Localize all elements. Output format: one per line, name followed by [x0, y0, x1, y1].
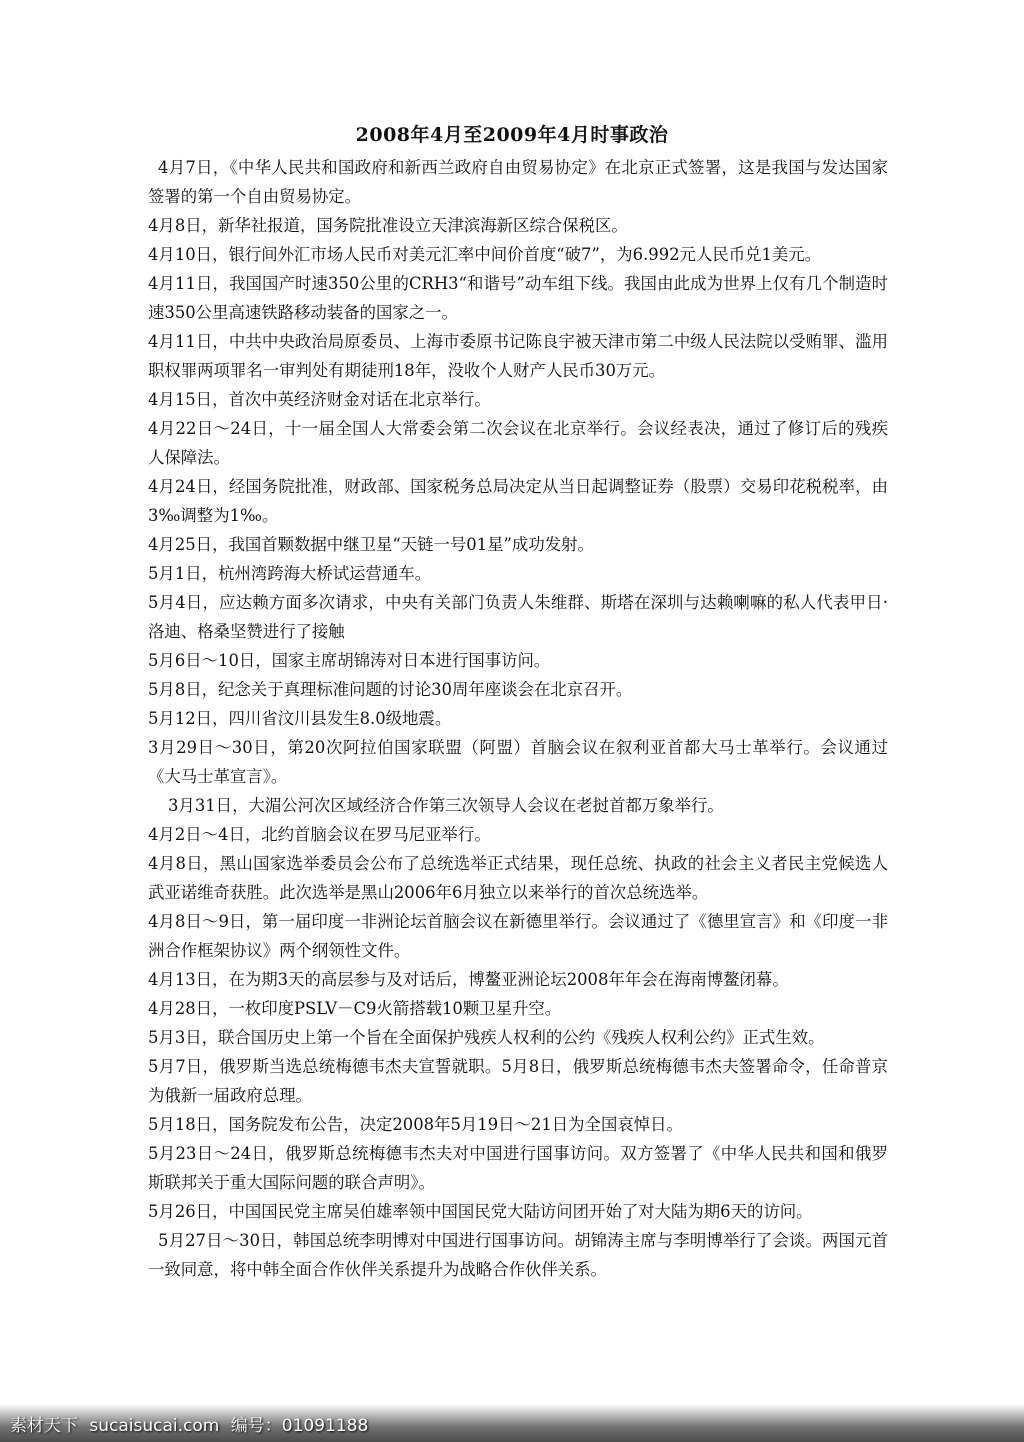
- news-entry: 5月18日，国务院发布公告，决定2008年5月19日～21日为全国哀悼日。: [148, 1115, 683, 1134]
- news-entry: 5月23日～24日，俄罗斯总统梅德韦杰夫对中国进行国事访问。双方签署了《中华人民共和国和俄罗斯联邦关于重大国际问题的联合声明》。: [148, 1144, 888, 1192]
- news-entry: 4月25日，我国首颗数据中继卫星“天链一号01星”成功发射。: [148, 535, 594, 554]
- page-title: 2008年4月至2009年4月时事政治: [355, 124, 669, 146]
- news-entry: 5月1日，杭州湾跨海大桥试运营通车。: [148, 564, 432, 583]
- news-entry: 5月4日，应达赖方面多次请求，中央有关部门负责人朱维群、斯塔在深圳与达赖喇嘛的私人代表甲日·洛迪、格桑坚赞进行了接触: [148, 593, 888, 641]
- news-entry: 4月7日，《中华人民共和国政府和新西兰政府自由贸易协定》在北京正式签署，这是我国与发达国家签署的第一个自由贸易协定。: [148, 158, 888, 206]
- news-entry: 4月28日，一枚印度PSLV－C9火箭搭载10颗卫星升空。: [148, 999, 562, 1018]
- news-entry: 4月22日～24日，十一届全国人大常委会第二次会议在北京举行。会议经表决，通过了修订后的残疾人保障法。: [148, 419, 888, 467]
- watermark-site-url: sucaisucai.com: [89, 1416, 220, 1436]
- news-entry: 5月12日，四川省汶川县发生8.0级地震。: [148, 709, 452, 728]
- news-entry: 4月8日，黑山国家选举委员会公布了总统选举正式结果，现任总统、执政的社会主义者民主党候选人武亚诺维奇获胜。此次选举是黑山2006年6月独立以来举行的首次总统选举。: [148, 854, 888, 902]
- news-entry: 5月3日，联合国历史上第一个旨在全面保护残疾人权利的公约《残疾人权利公约》正式生效。: [148, 1028, 825, 1047]
- news-entry: 4月10日，银行间外汇市场人民币对美元汇率中间价首度“破7”，为6.992元人民币兑1美元。: [148, 245, 822, 264]
- news-entry: 4月11日，中共中央政治局原委员、上海市委原书记陈良宇被天津市第二中级人民法院以受贿罪、滥用职权罪两项罪名一审判处有期徒刑18年，没收个人财产人民币30万元。: [148, 332, 888, 380]
- news-entry: 3月31日，大湄公河次区域经济合作第三次领导人会议在老挝首都万象举行。: [168, 796, 724, 815]
- document-body: [148, 153, 888, 1284]
- news-entry: 4月2日～4日，北约首脑会议在罗马尼亚举行。: [148, 825, 491, 844]
- watermark-site-name: 素材天下: [10, 1416, 78, 1436]
- watermark-id-value: 01091188: [281, 1416, 369, 1436]
- news-entry: 3月29日～30日，第20次阿拉伯国家联盟（阿盟）首脑会议在叙利亚首都大马士革举行。会议通过《大马士革宣言》。: [148, 738, 888, 786]
- news-entry: 4月8日～9日，第一届印度一非洲论坛首脑会议在新德里举行。会议通过了《德里宣言》和《印度一非洲合作框架协议》两个纲领性文件。: [148, 912, 888, 960]
- news-entry: 4月24日，经国务院批准，财政部、国家税务总局决定从当日起调整证券（股票）交易印花税税率，由3‰调整为1‰。: [148, 477, 888, 525]
- watermark-text: [10, 1411, 374, 1436]
- watermark-id-label: 编号：: [230, 1416, 282, 1436]
- news-entry: 5月27日～30日，韩国总统李明博对中国进行国事访问。胡锦涛主席与李明博举行了会谈。两国元首一致同意，将中韩全面合作伙伴关系提升为战略合作伙伴关系。: [148, 1231, 888, 1279]
- watermark-bar: [0, 1404, 1024, 1442]
- news-entry: 4月8日，新华社报道，国务院批准设立天津滨海新区综合保税区。: [148, 216, 628, 235]
- news-entry: 5月7日，俄罗斯当选总统梅德韦杰夫宣誓就职。5月8日，俄罗斯总统梅德韦杰夫签署命令，任命普京为俄新一届政府总理。: [148, 1057, 888, 1105]
- news-entry: 4月11日，我国国产时速350公里的CRH3“和谐号”动车组下线。我国由此成为世界上仅有几个制造时速350公里高速铁路移动装备的国家之一。: [148, 274, 888, 322]
- news-entry: 5月26日，中国国民党主席吴伯雄率领中国国民党大陆访问团开始了对大陆为期6天的访问。: [148, 1202, 813, 1221]
- news-entry: 4月15日，首次中英经济财金对话在北京举行。: [148, 390, 491, 409]
- news-entry: 5月6日～10日，国家主席胡锦涛对日本进行国事访问。: [148, 651, 551, 670]
- news-entry: 5月8日，纪念关于真理标准问题的讨论30周年座谈会在北京召开。: [148, 680, 633, 699]
- news-entry: 4月13日，在为期3天的高层参与及对话后，博鳌亚洲论坛2008年年会在海南博鳌闭幕。: [148, 970, 789, 989]
